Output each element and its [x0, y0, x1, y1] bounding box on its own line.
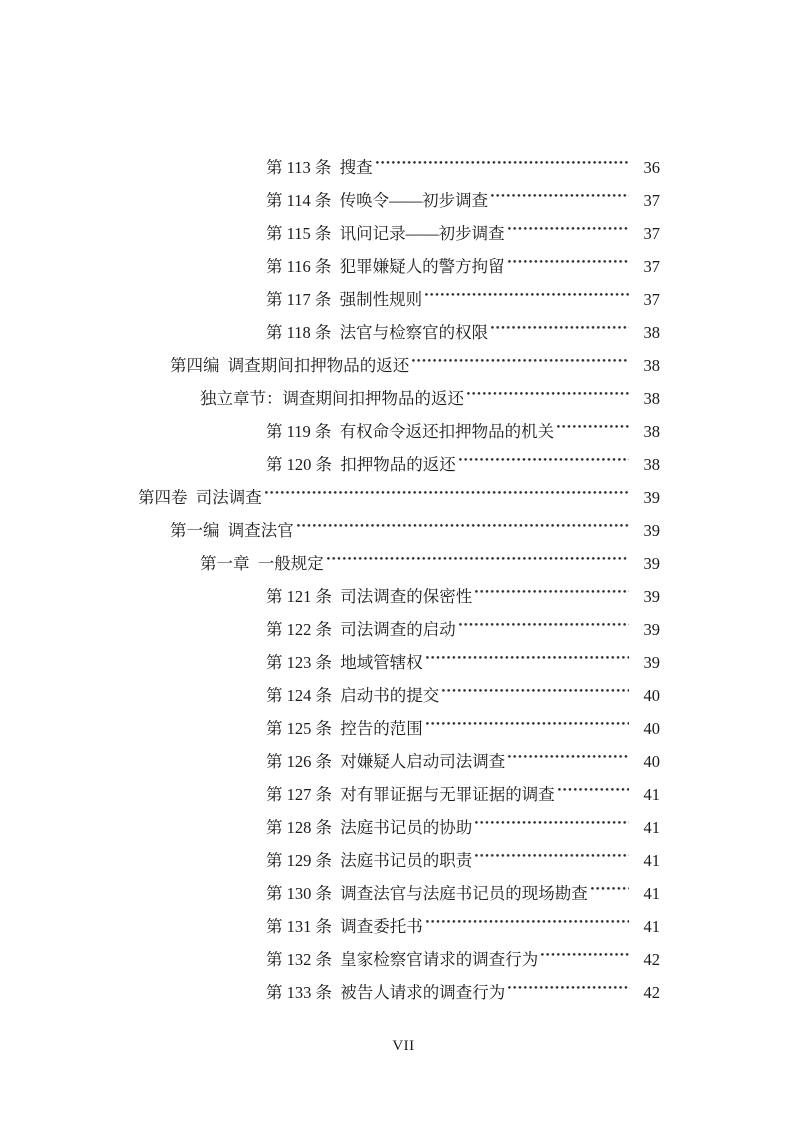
dot-leader [557, 404, 629, 437]
toc-entry-text: 第四编 调查期间扣押物品的返还 [170, 356, 410, 375]
dot-leader [508, 734, 629, 767]
toc-entry-page-number: 40 [643, 719, 660, 738]
dot-leader [265, 470, 629, 503]
dot-leader [541, 932, 629, 965]
dot-leader [426, 701, 629, 734]
toc-entry-page-number: 37 [643, 191, 660, 210]
toc-entry-page-number: 37 [643, 257, 660, 276]
page-footer [14, 1036, 793, 1056]
dot-leader [475, 800, 629, 833]
toc-entry-text: 第 115 条 讯问记录——初步调查 [266, 224, 505, 243]
toc-entry-page-number: 39 [643, 587, 660, 606]
toc-entry-page-number: 38 [643, 323, 660, 342]
toc-entry-text: 第一编 调查法官 [170, 521, 294, 540]
dot-leader [459, 602, 629, 635]
toc-entry-text: 第 120 条 扣押物品的返还 [266, 455, 456, 474]
toc-entry[interactable] [0, 536, 793, 573]
dot-leader [376, 140, 629, 173]
dot-leader [442, 668, 629, 701]
toc-entry-page-number: 39 [643, 653, 660, 672]
toc-entry-text: 第 117 条 强制性规则 [266, 290, 423, 309]
toc-entry-page-number: 42 [643, 983, 660, 1002]
dot-leader [491, 305, 629, 338]
toc-entry-page-number: 37 [643, 224, 660, 243]
toc-entry-page-number: 41 [643, 818, 660, 837]
toc-entry-page-number: 41 [643, 851, 660, 870]
toc-entry-text: 独立章节：调查期间扣押物品的返还 [200, 389, 464, 408]
dot-leader [508, 965, 629, 998]
dot-leader [475, 569, 629, 602]
toc-entry-text: 第 113 条 搜查 [266, 158, 373, 177]
dot-leader [297, 503, 629, 536]
toc-entry-text: 第 132 条 皇家检察官请求的调查行为 [266, 950, 539, 969]
toc-entry-text: 第 126 条 对嫌疑人启动司法调查 [266, 752, 506, 771]
toc-entry[interactable] [0, 503, 793, 540]
toc-entry-page-number: 39 [643, 521, 660, 540]
toc-entry[interactable] [0, 470, 793, 507]
toc-entry-text: 第 121 条 司法调查的保密性 [266, 587, 473, 606]
toc-entry-page-number: 40 [643, 752, 660, 771]
toc-entry-page-number: 41 [643, 884, 660, 903]
dot-leader [459, 437, 629, 470]
toc-entry-text: 第 127 条 对有罪证据与无罪证据的调查 [266, 785, 555, 804]
toc-entry-text: 第 116 条 犯罪嫌疑人的警方拘留 [266, 257, 505, 276]
toc-entry-text: 第 128 条 法庭书记员的协助 [266, 818, 473, 837]
dot-leader [591, 866, 629, 899]
toc-entry-text: 第四卷 司法调查 [138, 488, 262, 507]
toc-entry-page-number: 38 [643, 422, 660, 441]
dot-leader [425, 272, 629, 305]
toc-entry-page-number: 41 [643, 917, 660, 936]
toc-entry[interactable] [0, 173, 793, 210]
footer-page-number: VII [392, 1038, 415, 1054]
dot-leader [327, 536, 629, 569]
toc-entry-page-number: 36 [643, 158, 660, 177]
dot-leader [491, 173, 629, 206]
toc-entry-text: 第 130 条 调查法官与法庭书记员的现场勘查 [266, 884, 588, 903]
toc-entry-text: 第 114 条 传唤令——初步调查 [266, 191, 489, 210]
dot-leader [558, 767, 629, 800]
toc-entry-text: 第 123 条 地域管辖权 [266, 653, 423, 672]
toc-entry-page-number: 38 [643, 455, 660, 474]
toc-entry-page-number: 38 [643, 356, 660, 375]
dot-leader [426, 635, 629, 668]
toc-entry[interactable] [0, 140, 793, 177]
toc-entry-text: 第 129 条 法庭书记员的职责 [266, 851, 473, 870]
toc-entry[interactable] [0, 569, 793, 606]
toc-entry-text: 第 118 条 法官与检察官的权限 [266, 323, 489, 342]
dot-leader [467, 371, 629, 404]
dot-leader [475, 833, 629, 866]
dot-leader [412, 338, 629, 371]
toc-entry-text: 第 119 条 有权命令返还扣押物品的机关 [266, 422, 555, 441]
toc-entry-page-number: 39 [643, 488, 660, 507]
dot-leader [426, 899, 629, 932]
dot-leader [508, 206, 629, 239]
toc-entry-page-number: 37 [643, 290, 660, 309]
toc-entry-text: 第 133 条 被告人请求的调查行为 [266, 983, 506, 1002]
toc-entry-text: 第 122 条 司法调查的启动 [266, 620, 456, 639]
toc-entry-page-number: 39 [643, 554, 660, 573]
toc-entry-page-number: 40 [643, 686, 660, 705]
toc-entry-text: 第 131 条 调查委托书 [266, 917, 423, 936]
toc-entry-page-number: 42 [643, 950, 660, 969]
toc-entry-page-number: 39 [643, 620, 660, 639]
toc-entry-text: 第 125 条 控告的范围 [266, 719, 423, 738]
dot-leader [508, 239, 629, 272]
toc-entry-text: 第一章 一般规定 [200, 554, 324, 573]
toc-entry-text: 第 124 条 启动书的提交 [266, 686, 440, 705]
toc-entry-page-number: 41 [643, 785, 660, 804]
toc-entry-page-number: 38 [643, 389, 660, 408]
